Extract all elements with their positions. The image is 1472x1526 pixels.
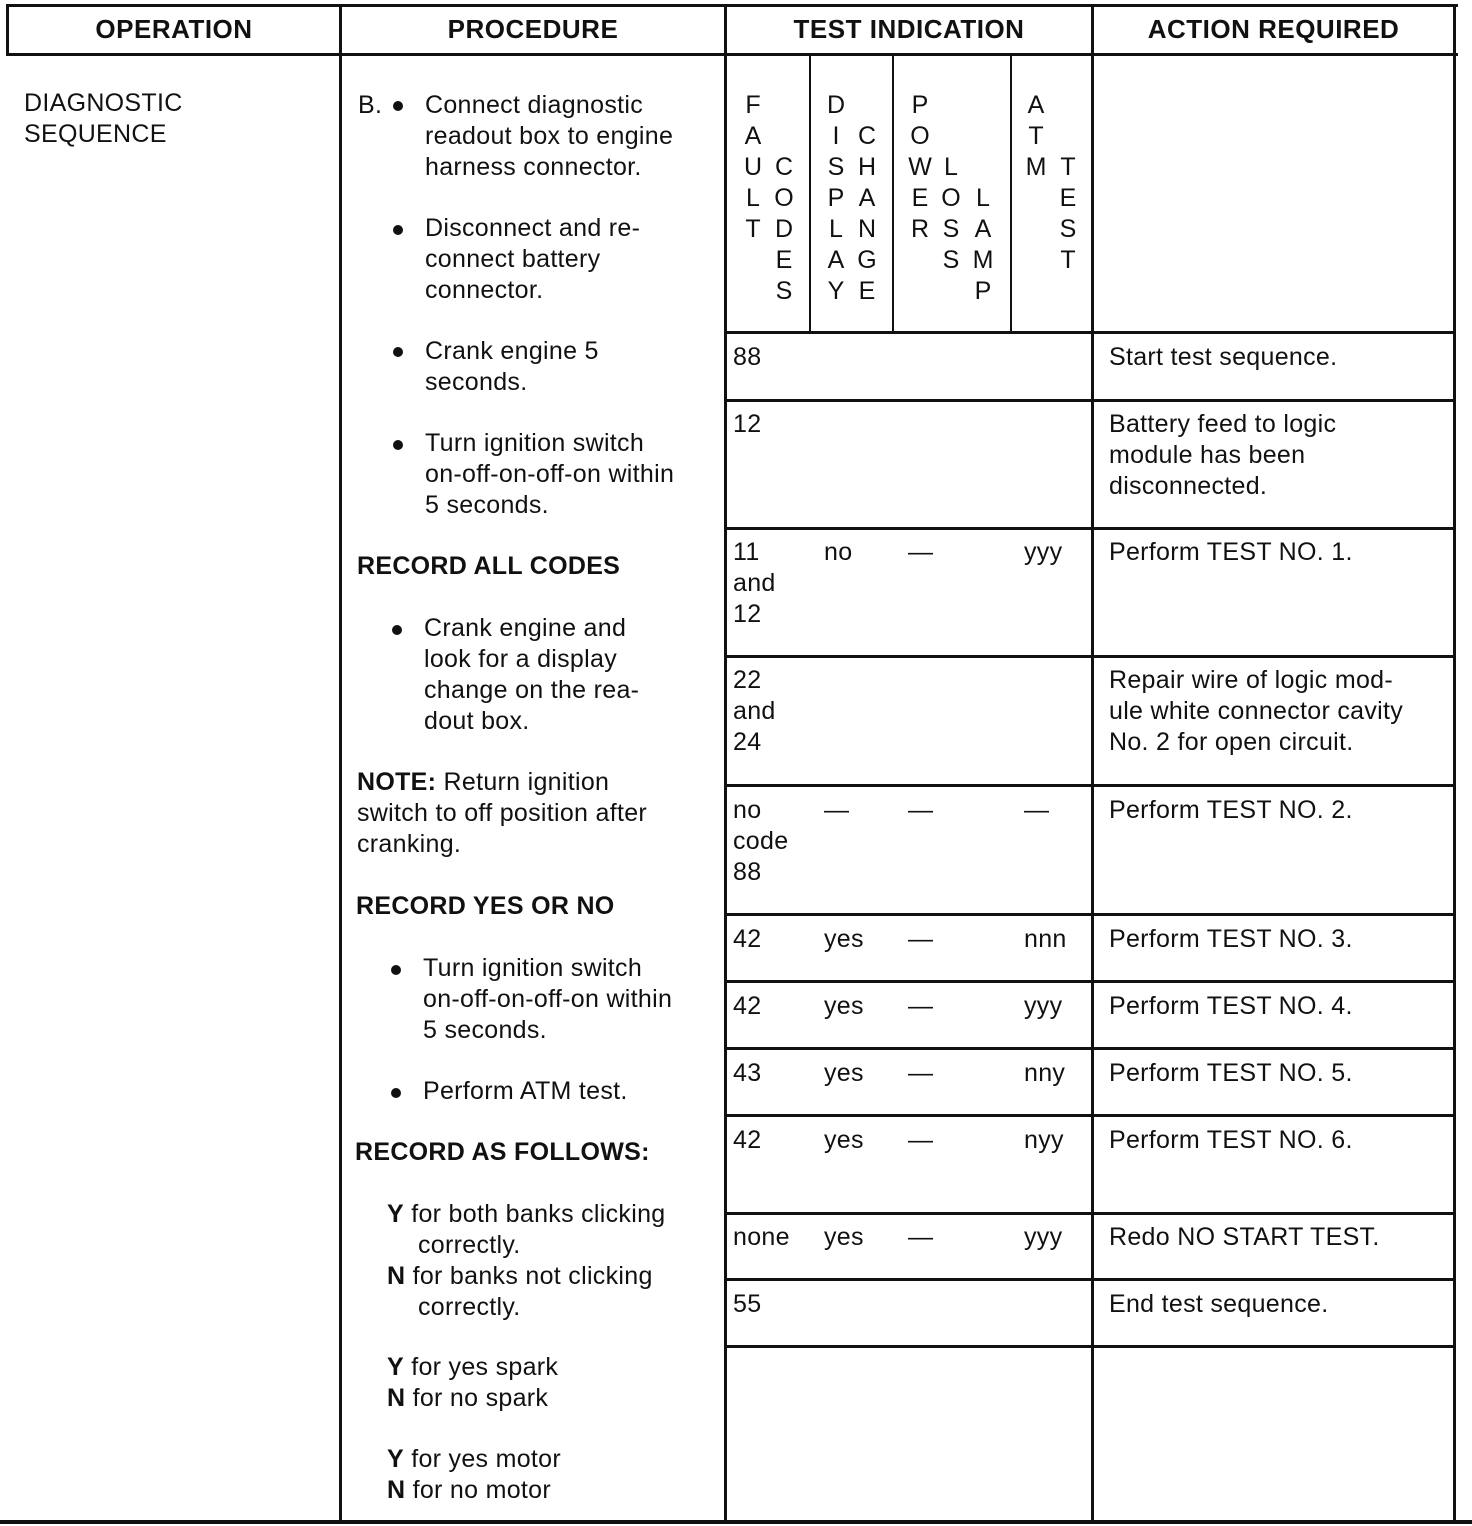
fault-codes-col2: C O D E S [774, 153, 794, 305]
row-power: — [908, 992, 934, 1020]
procedure-step-2: Disconnect and re- connect battery connector. [425, 214, 641, 304]
row-action: End test sequence. [1109, 1290, 1329, 1318]
row-action: Perform TEST NO. 5. [1109, 1059, 1353, 1087]
row-action: Repair wire of logic mod- ule white connector cavity No. 2 for open circuit. [1109, 666, 1404, 756]
row-action: Perform TEST NO. 6. [1109, 1126, 1353, 1154]
record-yes-or-no-heading: RECORD YES OR NO [356, 892, 615, 920]
test-subcol-divider-2 [892, 56, 894, 332]
row-code: 88 [733, 343, 762, 371]
row-code: 55 [733, 1290, 762, 1318]
record-as-follows-heading: RECORD AS FOLLOWS: [355, 1138, 650, 1166]
row-display: yes [824, 1223, 864, 1251]
row-separator [725, 399, 1456, 402]
procedure-step-4: Turn ignition switch on-off-on-off-on within 5 seconds. [425, 429, 675, 519]
row-code: none [733, 1223, 790, 1251]
test-subcol-divider-3 [1010, 56, 1012, 332]
row-display: yes [824, 1059, 864, 1087]
bullet-icon [392, 625, 402, 635]
atm-test-col1: A T M [1025, 91, 1047, 181]
operation-line-1: DIAGNOSTIC [24, 89, 183, 117]
table-right-border [1453, 4, 1456, 1522]
row-separator [725, 655, 1456, 658]
table-bottom-border [0, 1520, 1472, 1524]
procedure-step-6: Turn ignition switch on-off-on-off-on within 5 seconds. [423, 954, 673, 1044]
row-separator [725, 913, 1456, 916]
row-code: 42 [733, 925, 762, 953]
row-power: — [908, 1126, 934, 1154]
row-atm: yyy [1024, 538, 1063, 566]
header-procedure: PROCEDURE [447, 13, 619, 44]
row-separator [725, 1212, 1456, 1215]
row-power: — [908, 1059, 934, 1087]
row-action: Start test sequence. [1109, 343, 1338, 371]
row-code: 43 [733, 1059, 762, 1087]
row-atm: nyy [1024, 1126, 1064, 1154]
column-divider-3 [1091, 4, 1094, 1522]
row-display: yes [824, 1126, 864, 1154]
row-atm: yyy [1024, 992, 1063, 1020]
row-separator [725, 1278, 1456, 1281]
column-divider-1 [339, 4, 342, 1522]
row-display: no [824, 538, 853, 566]
procedure-step-5: Crank engine and look for a display change on the rea- dout box. [424, 614, 640, 735]
header-operation: OPERATION [95, 13, 253, 44]
row-atm: yyy [1024, 1223, 1063, 1251]
operation-line-2: SEQUENCE [24, 120, 167, 148]
row-action: Redo NO START TEST. [1109, 1223, 1380, 1251]
procedure-note: NOTE: Return ignition switch to off position after cranking. [357, 768, 648, 858]
bullet-icon [393, 225, 403, 235]
record-all-codes-heading: RECORD ALL CODES [357, 552, 621, 580]
row-atm: — [1024, 796, 1050, 824]
bullet-icon [393, 101, 403, 111]
row-separator [725, 1047, 1456, 1050]
row-action: Perform TEST NO. 2. [1109, 796, 1353, 824]
row-code: 11 and 12 [733, 538, 776, 628]
row-code: no code 88 [733, 796, 789, 886]
header-action-required: ACTION REQUIRED [1147, 13, 1400, 44]
bullet-icon [391, 965, 401, 975]
row-display: yes [824, 992, 864, 1020]
row-code: 42 [733, 992, 762, 1020]
display-change-col1: D I S P L A Y [826, 91, 846, 305]
row-code: 42 [733, 1126, 762, 1154]
bullet-icon [393, 440, 403, 450]
row-separator [725, 1114, 1456, 1117]
row-separator [725, 1345, 1456, 1348]
procedure-step-7: Perform ATM test. [423, 1077, 628, 1105]
legend-motor: Y for yes motor N for no motor [387, 1445, 562, 1504]
atm-test-col2: T E S T [1059, 153, 1077, 274]
row-action: Perform TEST NO. 1. [1109, 538, 1353, 566]
legend-banks: Y for both banks clicking correctly. N for banks not clicking correctly. [387, 1200, 666, 1321]
step-b-prefix: B. [358, 91, 383, 119]
row-action: Battery feed to logic module has been disconnected. [1109, 410, 1337, 500]
row-display: yes [824, 925, 864, 953]
row-action: Perform TEST NO. 3. [1109, 925, 1353, 953]
fault-codes-col1: F A U L T [743, 91, 763, 243]
row-power: — [908, 796, 934, 824]
procedure-step-1: Connect diagnostic readout box to engine harness connector. [425, 91, 674, 181]
row-power: — [908, 1223, 934, 1251]
bullet-icon [393, 347, 403, 357]
test-subcol-divider-1 [809, 56, 811, 332]
power-loss-lamp-col1: P O W E R [908, 91, 932, 243]
row-code: 12 [733, 410, 762, 438]
row-atm: nnn [1024, 925, 1067, 953]
header-test-indication: TEST INDICATION [793, 13, 1025, 44]
row-code: 22 and 24 [733, 666, 776, 756]
procedure-step-3: Crank engine 5 seconds. [425, 337, 599, 396]
power-loss-lamp-col2: L O S S [941, 153, 961, 274]
row-atm: nny [1024, 1059, 1066, 1087]
row-display: — [824, 796, 850, 824]
row-power: — [908, 538, 934, 566]
row-power: — [908, 925, 934, 953]
row-separator [725, 784, 1456, 787]
column-divider-2 [724, 4, 727, 1522]
bullet-icon [391, 1088, 401, 1098]
legend-spark: Y for yes spark N for no spark [387, 1353, 559, 1412]
row-separator [725, 980, 1456, 983]
row-separator [725, 331, 1456, 334]
row-action: Perform TEST NO. 4. [1109, 992, 1353, 1020]
row-separator [725, 527, 1456, 530]
display-change-col2: C H A N G E [857, 122, 877, 305]
power-loss-lamp-col3: L A M P [972, 184, 994, 305]
